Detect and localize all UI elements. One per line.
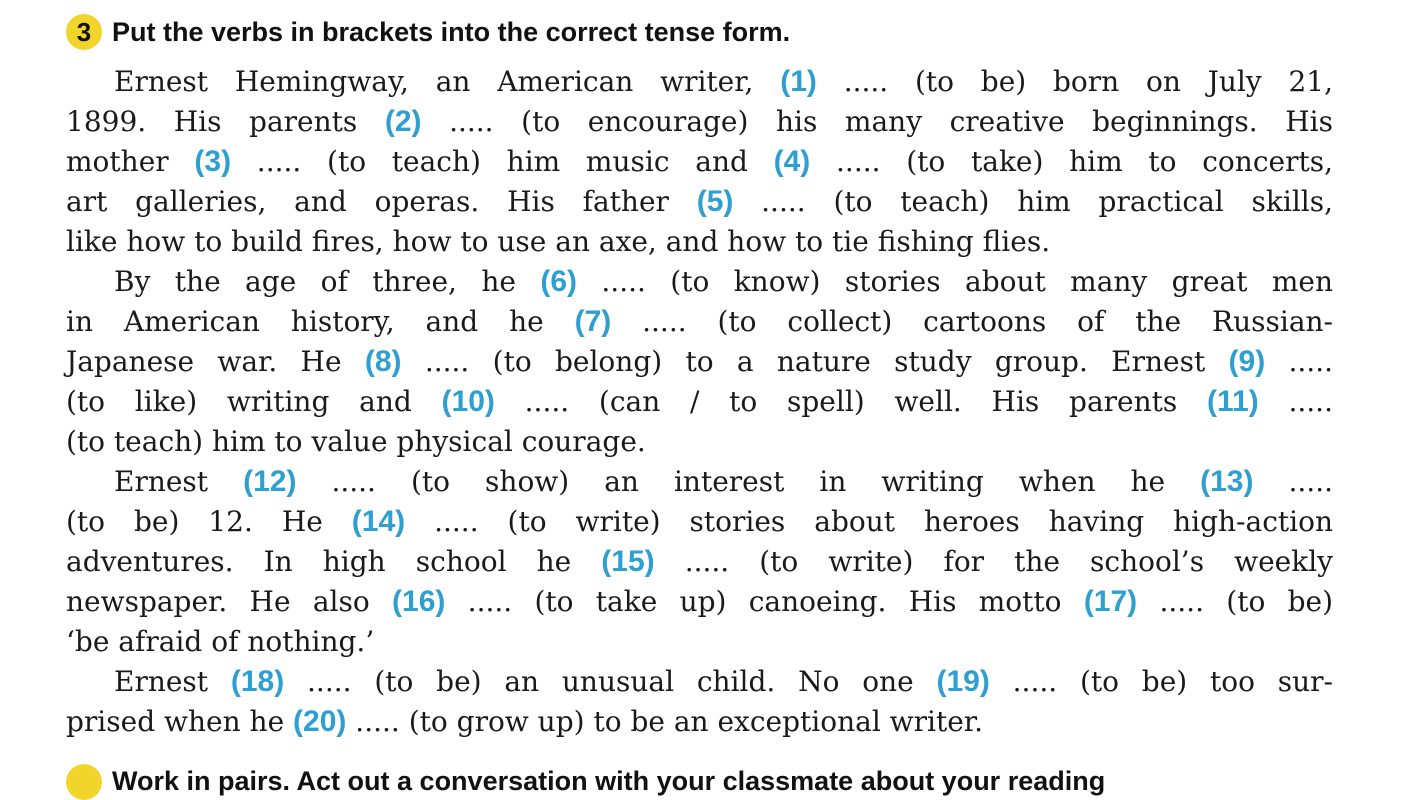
gap-number: (16): [392, 585, 446, 618]
exercise-title: Put the verbs in brackets into the correct tense form.: [112, 16, 791, 47]
text-segment: in American history, and he: [66, 305, 575, 338]
gap-number: (17): [1083, 585, 1138, 618]
text-segment: ..... (to be) too sur-: [989, 665, 1334, 698]
text-segment: ..... (to teach) him music and: [231, 145, 774, 178]
text-segment: ..... (to be) born on July 21,: [816, 65, 1333, 98]
text-segment: ..... (to be) an unusual child. No one: [284, 665, 937, 698]
text-line: [66, 222, 1333, 262]
text-segment: ..... (to teach) him practical skills,: [733, 185, 1333, 218]
text-segment: ..... (can / to spell) well. His parents: [494, 385, 1208, 418]
text-line: [66, 702, 1333, 742]
gap-number: (20): [293, 705, 347, 738]
text-segment: art galleries, and operas. His father: [66, 185, 697, 218]
exercise-number-badge: 3: [66, 14, 102, 50]
text-segment: ..... (to be): [1137, 585, 1334, 618]
gap-number: (5): [696, 185, 734, 218]
text-segment: ..... (to encourage) his many creative beginnings. His: [421, 105, 1334, 138]
text-segment: ..... (to write) for the school’s weekly: [654, 545, 1333, 578]
gap-number: (19): [936, 665, 990, 698]
text-segment: .....: [1258, 385, 1333, 418]
text-segment: ‘be afraid of nothing.’: [66, 625, 375, 658]
gap-number: (10): [441, 385, 495, 418]
text-segment: ..... (to take) him to concerts,: [810, 145, 1333, 178]
gap-number: (1): [780, 65, 817, 98]
gap-number: (6): [540, 265, 577, 298]
exercise-heading: [66, 14, 790, 50]
gap-number: (13): [1200, 465, 1254, 498]
next-exercise-title: Work in pairs. Act out a conversation with your classmate about your reading: [112, 766, 1106, 796]
text-segment: ..... (to know) stories about many great men: [577, 265, 1334, 298]
text-line: [66, 662, 1333, 702]
text-segment: 1899. His parents: [66, 105, 385, 138]
text-segment: Ernest Hemingway, an American writer,: [114, 65, 781, 98]
gap-number: (7): [574, 305, 612, 338]
text-segment: prised when he: [66, 705, 294, 738]
text-segment: ..... (to belong) to a nature study group. Ernest: [401, 345, 1229, 378]
text-line: [66, 382, 1333, 422]
gap-number: (4): [773, 145, 811, 178]
gap-number: (2): [384, 105, 422, 138]
text-segment: (to like) writing and: [66, 385, 442, 418]
text-segment: .....: [1265, 345, 1334, 378]
text-segment: ..... (to collect) cartoons of the Russian-: [611, 305, 1334, 338]
text-line: [66, 422, 1333, 462]
text-segment: ..... (to take up) canoeing. His motto: [445, 585, 1084, 618]
text-segment: newspaper. He also: [66, 585, 393, 618]
gap-number: (8): [364, 345, 402, 378]
text-segment: ..... (to grow up) to be an exceptional writer.: [346, 705, 984, 738]
gap-number: (3): [194, 145, 232, 178]
text-segment: ..... (to show) an interest in writing when he: [296, 465, 1201, 498]
text-segment: (to be) 12. He: [66, 505, 352, 538]
text-line: [66, 462, 1333, 502]
gap-number: (11): [1207, 385, 1259, 418]
text-line: [66, 542, 1333, 582]
text-line: [66, 62, 1333, 102]
text-segment: .....: [1253, 465, 1334, 498]
gap-number: (15): [601, 545, 655, 578]
text-segment: Ernest: [114, 665, 231, 698]
text-segment: mother: [66, 145, 195, 178]
next-exercise-number-badge: [66, 764, 102, 800]
text-line: [66, 622, 1333, 662]
text-line: [66, 262, 1333, 302]
exercise-text: [66, 62, 1333, 742]
text-line: [66, 182, 1333, 222]
gap-number: (18): [230, 665, 285, 698]
gap-number: (9): [1228, 345, 1266, 378]
text-segment: Ernest: [114, 465, 244, 498]
gap-number: (12): [243, 465, 297, 498]
text-line: [66, 102, 1333, 142]
text-segment: Japanese war. He: [66, 345, 365, 378]
text-line: [66, 302, 1333, 342]
text-line: [66, 502, 1333, 542]
text-segment: adventures. In high school he: [66, 545, 602, 578]
text-segment: like how to build fires, how to use an axe, and how to tie fishing flies.: [66, 225, 1051, 258]
text-line: [66, 142, 1333, 182]
text-segment: ..... (to write) stories about heroes having high-action: [405, 505, 1333, 538]
text-segment: (to teach) him to value physical courage.: [66, 425, 646, 458]
text-line: [66, 342, 1333, 382]
gap-number: (14): [351, 505, 406, 538]
text-segment: By the age of three, he: [114, 265, 541, 298]
text-line: [66, 582, 1333, 622]
